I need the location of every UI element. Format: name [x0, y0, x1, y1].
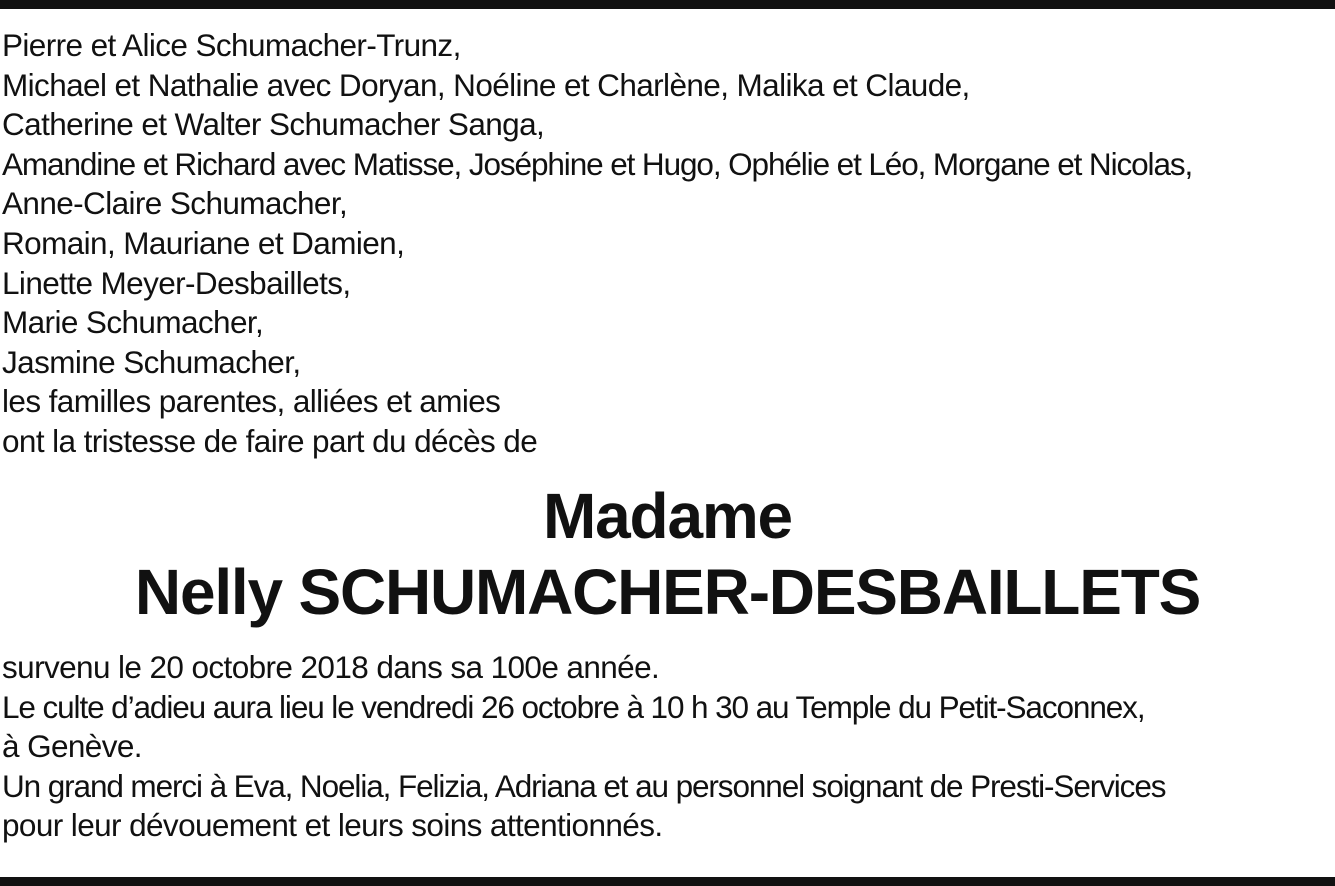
details-line: Le culte d’adieu aura lieu le vendredi 26 octobre à 10 h 30 au Temple du Petit-Saconnex,: [2, 688, 1145, 725]
details-line: Un grand merci à Eva, Noelia, Felizia, Adriana et au personnel soignant de Presti-Services: [2, 767, 1166, 804]
bottom-border-rule: [0, 877, 1335, 886]
top-border-rule: [0, 0, 1335, 9]
details-line: à Genève.: [2, 728, 142, 765]
family-line: les familles parentes, alliées et amies: [2, 383, 501, 420]
details-line: pour leur dévouement et leurs soins attentionnés.: [2, 807, 663, 844]
service-details: [2, 648, 1335, 846]
deceased-name: Nelly SCHUMACHER-DESBAILLETS: [134, 556, 1201, 628]
family-line: Amandine et Richard avec Matisse, Joséphine et Hugo, Ophélie et Léo, Morgane et Nicolas,: [2, 145, 1193, 182]
deceased-name-block: [0, 478, 1335, 630]
family-line: ont la tristesse de faire part du décès de: [2, 422, 538, 459]
family-line: Linette Meyer-Desbaillets,: [2, 264, 351, 301]
family-line: Romain, Mauriane et Damien,: [2, 224, 405, 261]
family-line: Catherine et Walter Schumacher Sanga,: [2, 106, 545, 143]
family-line: Michael et Nathalie avec Doryan, Noéline et Charlène, Malika et Claude,: [2, 66, 970, 103]
family-line: Jasmine Schumacher,: [2, 343, 301, 380]
honorific-title: Madame: [543, 480, 792, 552]
family-line: Pierre et Alice Schumacher-Trunz,: [2, 27, 461, 63]
details-line: survenu le 20 octobre 2018 dans sa 100e année.: [2, 649, 660, 685]
family-line: Marie Schumacher,: [2, 304, 264, 341]
family-list: [2, 26, 1335, 462]
family-line: Anne-Claire Schumacher,: [2, 185, 348, 222]
